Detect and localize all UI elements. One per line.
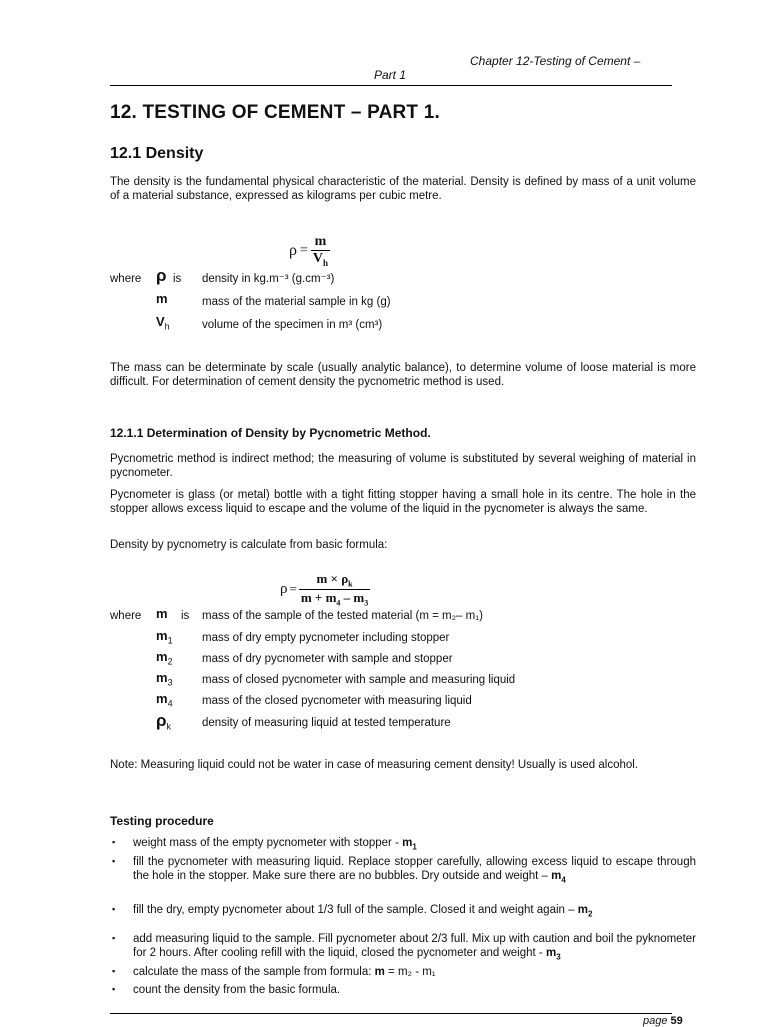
bullet-icon: ▪	[112, 984, 116, 994]
density-where-label: where	[110, 273, 142, 285]
density-def-symbol: m	[156, 291, 168, 306]
density-is-label: is	[173, 273, 182, 285]
bullet-icon: ▪	[112, 904, 116, 914]
density-def-symbol: $V_h$	[156, 314, 170, 332]
formula-rho: ρ	[289, 241, 297, 259]
pycnometric-where-label: where	[110, 610, 142, 622]
formula2-denominator: $m + m_4 - m_3$	[300, 589, 369, 608]
procedure-heading: Testing procedure	[110, 814, 214, 828]
pycnometric-def-symbol: $m_4$	[156, 691, 173, 709]
procedure-step: add measuring liquid to the sample. Fill pycnometer about 2/3 full. Mix up with caution and boil the pyknometer for 2 hours. After cooling refill with the liquid, closed the pycnometer and weight - $m_3$	[133, 933, 696, 962]
subsection-heading-pycnometric: 12.1.1 Determination of Density by Pycnometric Method.	[110, 426, 431, 440]
density-def-text: volume of the specimen in m³ (cm³)	[202, 319, 383, 331]
density-intro-paragraph: The density is the fundamental physical characteristic of the material. Density is defined by mass of a unit volume of a material substance, expressed as kilograms per cubic metre.	[110, 176, 696, 202]
formula2-numerator: $m \times \rho_k$	[316, 571, 353, 589]
pycnometric-is-label: is	[181, 610, 190, 622]
formula-equals: =	[299, 242, 308, 258]
bullet-icon: ▪	[112, 966, 116, 976]
section-heading-density: 12.1 Density	[110, 145, 204, 162]
procedure-step: count the density from the basic formula.	[133, 984, 341, 996]
formula2-rho: ρ	[280, 580, 288, 597]
header-rule	[110, 85, 672, 86]
pycnometric-def-symbol: $m_1$	[156, 628, 173, 646]
pycnometric-def-text: mass of the closed pycnometer with measuring liquid	[202, 695, 472, 707]
footer-rule	[110, 1013, 672, 1014]
bullet-icon: ▪	[112, 856, 116, 866]
pycnometric-paragraph-3: Density by pycnometry is calculate from basic formula:	[110, 539, 388, 551]
bullet-icon: ▪	[112, 837, 116, 847]
page-label: page	[643, 1015, 668, 1027]
pycnometric-def-symbol: m	[156, 606, 168, 621]
density-def-symbol: ρ	[156, 266, 167, 285]
mass-determination-paragraph: The mass can be determinate by scale (usually analytic balance), to determine volume of loose material is more difficult. For determination of cement density the pycnometric method is used.	[110, 362, 696, 388]
pycnometric-def-text: mass of dry pycnometer with sample and stopper	[202, 653, 453, 665]
pycnometric-paragraph-1: Pycnometric method is indirect method; the measuring of volume is substituted by several weighing of material in pycnometer.	[110, 453, 696, 479]
pycnometric-def-text: mass of closed pycnometer with sample and measuring liquid	[202, 674, 516, 686]
density-formula	[289, 234, 330, 268]
pycnometric-def-symbol: $m_2$	[156, 649, 173, 667]
pycnometric-def-symbol: $m_3$	[156, 670, 173, 688]
formula-denominator: $V_h$	[312, 251, 329, 268]
pycnometric-def-symbol: $\rho_k$	[156, 711, 172, 732]
procedure-step: fill the dry, empty pycnometer about 1/3 full of the sample. Closed it and weight again – $m_2$	[133, 904, 593, 919]
page-number	[643, 1015, 683, 1027]
density-def-text: mass of the material sample in kg (g)	[202, 296, 391, 308]
pycnometric-def-text: density of measuring liquid at tested temperature	[202, 717, 451, 729]
formula-fraction	[311, 234, 330, 268]
note-paragraph: Note: Measuring liquid could not be water in case of measuring cement density! Usually is used alcohol.	[110, 759, 639, 771]
page-number-value: 59	[670, 1015, 683, 1027]
procedure-step: calculate the mass of the sample from formula: m = m₂ - m₁	[133, 966, 436, 978]
formula2-fraction	[299, 571, 370, 607]
procedure-step: fill the pycnometer with measuring liquid. Replace stopper carefully, allowing excess liquid to escape through the hole in the stopper. Make sure there are no bubbles. Dry outside and weight – $m_4$	[133, 856, 696, 885]
running-header-chapter: Chapter 12-Testing of Cement –	[470, 54, 641, 68]
pycnometric-formula	[280, 571, 370, 607]
procedure-step: weight mass of the empty pycnometer with stopper - $m_1$	[133, 837, 417, 852]
chapter-title: 12. TESTING OF CEMENT – PART 1.	[110, 102, 440, 123]
running-header-part: Part 1	[374, 68, 407, 82]
pycnometric-def-text: mass of dry empty pycnometer including stopper	[202, 632, 450, 644]
formula2-equals: =	[289, 581, 297, 597]
bullet-icon: ▪	[112, 933, 116, 943]
pycnometric-paragraph-2: Pycnometer is glass (or metal) bottle with a tight fitting stopper having a small hole in its centre. The hole in the stopper allows excess liquid to escape and the volume of the liquid in the pycnometer is always the same.	[110, 489, 696, 515]
density-def-text: density in kg.m⁻³ (g.cm⁻³)	[202, 273, 335, 285]
pycnometric-def-text: mass of the sample of the tested material (m = m₂– m₁)	[202, 610, 483, 622]
formula-numerator: m	[314, 234, 327, 249]
